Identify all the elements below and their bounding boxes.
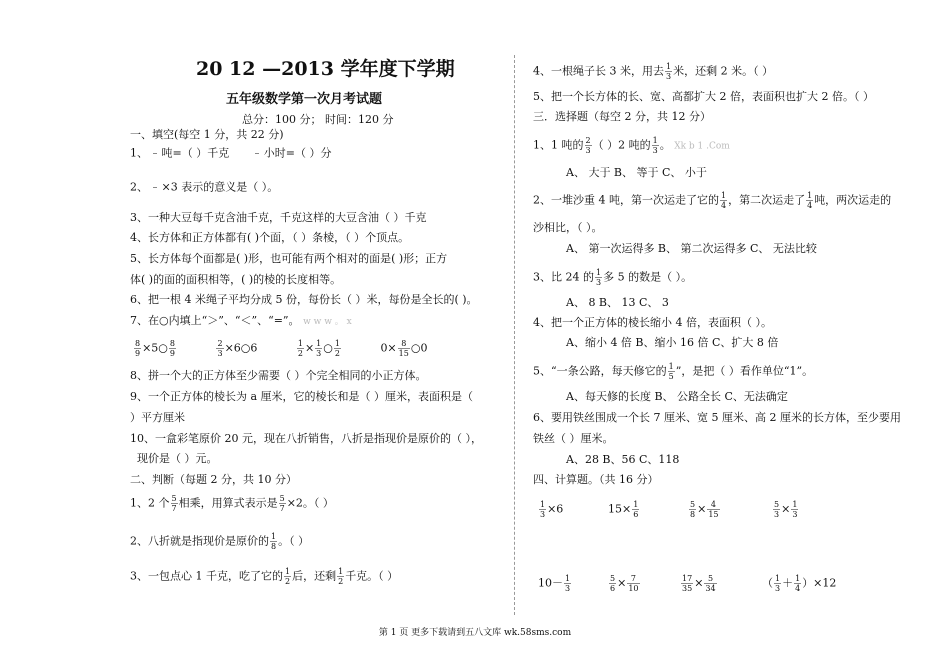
- fraction: $\frac{1}{4}$: [795, 574, 801, 593]
- judge-2: [130, 532, 309, 551]
- question-1: [130, 144, 332, 163]
- q2-text: ×3 表示的意义是（ ）。: [161, 180, 279, 194]
- fraction: $\frac{17}{35}$: [682, 574, 693, 593]
- choice-5: [533, 362, 813, 381]
- q1-text-b: 小时=（ ）分: [263, 146, 332, 160]
- choice-1-c: 。: [659, 138, 671, 152]
- judge-1-a: 1、2 个: [130, 496, 170, 510]
- calc-7-text: ×: [694, 576, 704, 590]
- q7-item-5: ○0: [410, 341, 428, 355]
- calc-6-text: ×: [617, 576, 627, 590]
- score-line: 总分：100 分； 时间：120 分: [242, 113, 394, 126]
- question-2: [130, 178, 278, 197]
- calc-6: [608, 574, 641, 593]
- choice-1-options: A、 大于 B、 等于 C、 小于: [566, 166, 707, 179]
- q1-prefix: 1、: [130, 146, 148, 160]
- calc-1-text: ×6: [547, 502, 564, 516]
- q7-text: 7、在○内填上“＞”、“＜”、“=”。: [130, 314, 300, 327]
- fraction: $\frac{4}{15}$: [708, 500, 719, 519]
- judge-3-c: 千克。（ ）: [345, 569, 399, 583]
- question-5-line-1: 5、长方体每个面都是( )形，也可能有两个相对的面是( )形；正方: [130, 252, 448, 265]
- choice-2-b: ，第二次运走了: [728, 193, 806, 207]
- choice-4-options: A、缩小 4 倍 B、缩小 16 倍 C、扩大 8 倍: [566, 336, 779, 349]
- judge-1-b: 相乘，用算式表示是: [178, 496, 278, 510]
- choice-6-options: A、28 B、56 C、118: [566, 453, 680, 466]
- question-4: 4、长方体和正方体都有( )个面，（ ）条棱，（ ）个顶点。: [130, 231, 410, 244]
- fraction: $\frac{1}{3}$: [792, 500, 798, 519]
- fraction: $\frac{1}{3}$: [316, 339, 322, 358]
- watermark-text: w w w 。 x: [303, 317, 352, 327]
- fraction: $\frac{5}{8}$: [690, 500, 696, 519]
- choice-3-b: 多 5 的数是（ ）。: [603, 270, 693, 284]
- section-true-false: 二、判断（每题 2 分，共 10 分）: [130, 473, 297, 486]
- fraction: $\frac{1}{5}$: [668, 362, 674, 381]
- fraction: $\frac{8}{9}$: [135, 339, 141, 358]
- choice-3: [533, 268, 692, 287]
- question-10-line-1: 10、一盒彩笔原价 20 元，现在八折销售，八折是指现价是原价的（ ），: [130, 432, 482, 445]
- calc-7: [680, 574, 718, 593]
- choice-6-line-1: 6、要用铁丝围成一个长 7 厘米、宽 5 厘米、高 2 厘米的长方体，至少要用: [533, 411, 901, 424]
- choice-5-options: A、每天修的长度 B、 公路全长 C、无法确定: [566, 390, 788, 403]
- choice-4: 4、把一个正方体的棱长缩小 4 倍，表面积（ ）。: [533, 316, 772, 329]
- fraction: [153, 178, 158, 197]
- q7-item-4: 0×: [380, 341, 397, 355]
- question-5-line-2: 体( )的面的面积相等，( )的棱的长度相等。: [130, 273, 342, 286]
- calc-3-text: ×: [697, 502, 707, 516]
- choice-2-line-2: 沙相比，（ ）。: [533, 221, 603, 234]
- question-8: 8、拼一个大的正方体至少需要（ ）个完全相同的小正方体。: [130, 369, 427, 382]
- calc-8-a: （: [762, 576, 773, 590]
- fraction: $\frac{1}{2}$: [334, 339, 340, 358]
- judge-5: 5、把一个长方体的长、宽、高都扩大 2 倍，表面积也扩大 2 倍。（ ）: [533, 90, 874, 103]
- fraction: $\frac{5}{7}$: [279, 494, 285, 513]
- judge-2-a: 2、八折就是指现价是原价的: [130, 534, 269, 548]
- question-9-line-2: ）平方厘米: [130, 411, 185, 424]
- judge-4: [533, 62, 773, 81]
- calc-8: [762, 574, 836, 593]
- calc-5: [538, 574, 572, 593]
- calc-4-text: ×: [781, 502, 791, 516]
- choice-1-b: （ ）2 吨的: [592, 138, 651, 152]
- fraction: $\frac{5}{6}$: [610, 574, 616, 593]
- fraction: [255, 144, 260, 163]
- fraction: $\frac{1}{3}$: [565, 574, 571, 593]
- question-3: 3、一种大豆每千克含油千克，千克这样的大豆含油（ ）千克: [130, 211, 427, 224]
- fraction: $\frac{5}{3}$: [774, 500, 780, 519]
- choice-1: [533, 136, 730, 155]
- fraction: $\frac{1}{3}$: [596, 268, 602, 287]
- fraction: $\frac{5}{7}$: [171, 494, 177, 513]
- q7-item-3: ○: [323, 341, 333, 355]
- calc-1: [538, 500, 563, 519]
- calc-3: [688, 500, 721, 519]
- fraction: [153, 144, 158, 163]
- judge-3: [130, 567, 398, 586]
- fraction: $\frac{1}{2}$: [338, 567, 344, 586]
- fraction: $\frac{1}{3}$: [540, 500, 546, 519]
- choice-3-a: 3、比 24 的: [533, 270, 594, 284]
- question-9-line-1: 9、一个正方体的棱长为 a 厘米，它的棱长和是（ ）厘米，表面积是（: [130, 390, 474, 403]
- fraction: $\frac{1}{4}$: [721, 191, 727, 210]
- judge-2-b: 。（ ）: [278, 534, 310, 548]
- page-subtitle: 五年级数学第一次月考试题: [226, 92, 383, 107]
- choice-2-a: 2、一堆沙重 4 吨，第一次运走了它的: [533, 193, 719, 207]
- fraction: $\frac{7}{10}$: [628, 574, 639, 593]
- choice-2-options: A、 第一次运得多 B、 第二次运得多 C、 无法比较: [566, 242, 817, 255]
- judge-3-b: 后，还剩: [292, 569, 337, 583]
- choice-2: [533, 191, 891, 210]
- section-fill-blank: 一、填空(每空 1 分，共 22 分): [130, 128, 284, 141]
- judge-4-a: 4、一根绳子长 3 米，用去: [533, 64, 664, 78]
- question-7-items: $\frac{8}{9}$ ×5○ $\frac{8}{9}$ $\frac{2}{3}$ ×6○6 $\frac{1}{2}$ × $\frac{1}{3}$ ○ $\frac{1}{2}$ 0× $\frac{8}{15}$ ○0: [135, 339, 428, 358]
- choice-5-a: 5、“一条公路，每天修它的: [533, 364, 667, 378]
- fraction: $\frac{2}{3}$: [217, 339, 223, 358]
- judge-4-b: 米，还剩 2 米。（ ）: [673, 64, 774, 78]
- judge-1-c: ×2。（ ）: [286, 496, 334, 510]
- choice-2-c: 吨，两次运走的: [814, 193, 892, 207]
- fraction: $\frac{2}{3}$: [585, 136, 591, 155]
- calc-2: [608, 500, 640, 519]
- calc-8-c: ）×12: [802, 576, 837, 590]
- q1-text-a: 吨=（ ）千克: [161, 146, 230, 160]
- page-footer: 第 1 页 更多下载请到五八文库 wk.58sms.com: [378, 628, 572, 638]
- fraction: $\frac{1}{3}$: [652, 136, 658, 155]
- judge-1: [130, 494, 334, 513]
- fraction: $\frac{1}{8}$: [271, 532, 277, 551]
- calc-5-text: 10－: [538, 576, 563, 590]
- section-calculation: 四、计算题。（共 16 分）: [533, 473, 659, 486]
- fraction: $\frac{1}{2}$: [297, 339, 303, 358]
- fraction: $\frac{1}{3}$: [775, 574, 781, 593]
- q7-item-1: ×5○: [142, 341, 168, 355]
- fraction: $\frac{8}{9}$: [169, 339, 176, 358]
- choice-3-options: A、 8 B、 13 C、 3: [566, 296, 669, 309]
- section-choice: 三．选择题（每空 2 分，共 12 分）: [533, 110, 711, 123]
- watermark-text: Xk b 1 .Com: [674, 141, 730, 152]
- judge-3-a: 3、一包点心 1 千克，吃了它的: [130, 569, 283, 583]
- question-10-line-2: 现价是（ ）元。: [137, 452, 218, 465]
- question-6: 6、把一根 4 米绳子平均分成 5 份，每份长（ ）米，每份是全长的( )。: [130, 293, 478, 306]
- q7-item-2: ×6○6: [224, 341, 258, 355]
- calc-4: [772, 500, 799, 519]
- fraction: $\frac{1}{4}$: [807, 191, 813, 210]
- fraction: $\frac{5}{34}$: [705, 574, 716, 593]
- fraction: $\frac{8}{15}$: [398, 339, 409, 358]
- fraction: $\frac{1}{3}$: [666, 62, 672, 81]
- choice-5-b: ”，是把（ ）看作单位“1”。: [675, 364, 814, 378]
- calc-8-b: ＋: [782, 576, 794, 590]
- column-divider: [514, 55, 516, 615]
- fraction: $\frac{1}{2}$: [285, 567, 291, 586]
- page-title: 20 12 —2013 学年度下学期: [196, 58, 455, 80]
- calc-2-text: 15×: [608, 502, 632, 516]
- choice-1-a: 1、1 吨的: [533, 138, 584, 152]
- q2-prefix: 2、: [130, 180, 148, 194]
- question-7: [130, 314, 352, 329]
- fraction: $\frac{1}{6}$: [633, 500, 639, 519]
- choice-6-line-2: 铁丝（ ）厘米。: [533, 432, 614, 445]
